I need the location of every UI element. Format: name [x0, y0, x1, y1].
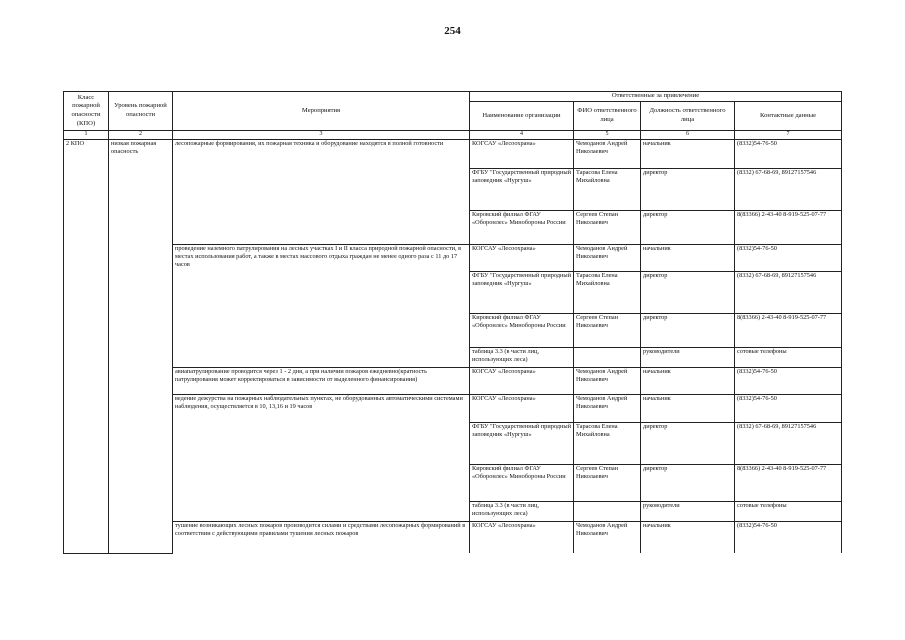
- measure-cell: проведение наземного патрулирования на лесных участках I и II класса природной пожарной опасности, в местах использования работ, а также в местах массового отдыха граждан не менее одного раза с 11 до 17 часов: [173, 244, 470, 367]
- contacts-cell: (8332)54-76-50: [735, 394, 842, 422]
- fio-cell: Сергеев Степан Николаевич: [574, 210, 641, 244]
- column-number: 4: [470, 131, 574, 140]
- header-level: Уровень пожарной опасности: [109, 92, 173, 131]
- fio-cell: Чемоданов Андрей Николаевич: [574, 244, 641, 271]
- position-cell: директор: [641, 168, 735, 210]
- org-cell: КОГСАУ «Лесоохрана»: [470, 139, 574, 168]
- org-cell: Кировский филиал ФГАУ «Оборонлес» Минобороны России: [470, 464, 574, 501]
- header-position: Должность ответственного лица: [641, 102, 735, 131]
- fio-cell: Тарасова Елена Михайловна: [574, 168, 641, 210]
- org-cell: ФГБУ "Государственный природный заповедник «Нургуш»: [470, 422, 574, 464]
- position-cell: начальник: [641, 394, 735, 422]
- org-cell: КОГСАУ «Лесоохрана»: [470, 521, 574, 553]
- contacts-cell: 8(83366) 2-43-40 8-919-525-07-77: [735, 210, 842, 244]
- org-cell: КОГСАУ «Лесоохрана»: [470, 367, 574, 394]
- table-row: [64, 521, 842, 553]
- contacts-cell: (8332) 67-68-69, 89127157546: [735, 271, 842, 313]
- measure-cell: авиапатрулирование проводится через 1 - 2 дня, а при наличии пожаров ежедневно(кратность патрулирования может корректироваться в зависимости от выделенного финансирования): [173, 367, 470, 394]
- fio-cell: Чемоданов Андрей Николаевич: [574, 139, 641, 168]
- header-row-top: [64, 92, 842, 102]
- page-number: 254: [444, 25, 461, 37]
- column-number-row: [64, 131, 842, 140]
- org-cell: КОГСАУ «Лесоохрана»: [470, 244, 574, 271]
- fio-cell: Сергеев Степан Николаевич: [574, 464, 641, 501]
- fio-cell: Тарасова Елена Михайловна: [574, 422, 641, 464]
- fio-cell: Чемоданов Андрей Николаевич: [574, 394, 641, 422]
- header-contacts: Контактные данные: [735, 102, 842, 131]
- position-cell: начальник: [641, 367, 735, 394]
- fio-cell: Сергеев Степан Николаевич: [574, 313, 641, 347]
- contacts-cell: (8332)54-76-50: [735, 521, 842, 553]
- org-cell: таблица 3.3 (в части лиц, использующих леса): [470, 347, 574, 367]
- column-number: 1: [64, 131, 109, 140]
- header-class: Класс пожарной опасности (КПО): [64, 92, 109, 131]
- header-measures: Мероприятия: [173, 92, 470, 131]
- fio-cell: [574, 501, 641, 521]
- column-number: 6: [641, 131, 735, 140]
- org-cell: Кировский филиал ФГАУ «Оборонлес» Минобороны России: [470, 313, 574, 347]
- contacts-cell: (8332) 67-68-69, 89127157546: [735, 422, 842, 464]
- org-cell: Кировский филиал ФГАУ «Оборонлес» Минобороны России: [470, 210, 574, 244]
- table-row: [64, 139, 842, 168]
- header-fio: ФИО ответственного лица: [574, 102, 641, 131]
- fio-cell: Чемоданов Андрей Николаевич: [574, 367, 641, 394]
- contacts-cell: сотовые телефоны: [735, 501, 842, 521]
- contacts-cell: сотовые телефоны: [735, 347, 842, 367]
- column-number: 2: [109, 131, 173, 140]
- measure-cell: тушение возникающих лесных пожаров производится силами и средствами лесопожарных формирований в соответствии с действующими правилами тушения лесных пожаров: [173, 521, 470, 553]
- column-number: 3: [173, 131, 470, 140]
- level-cell: низкая пожарная опасность: [109, 139, 173, 553]
- contacts-cell: (8332)54-76-50: [735, 244, 842, 271]
- contacts-cell: (8332)54-76-50: [735, 367, 842, 394]
- position-cell: руководители: [641, 501, 735, 521]
- table-row: [64, 367, 842, 394]
- position-cell: директор: [641, 313, 735, 347]
- contacts-cell: (8332) 67-68-69, 89127157546: [735, 168, 842, 210]
- column-number: 7: [735, 131, 842, 140]
- position-cell: директор: [641, 210, 735, 244]
- header-responsible: Ответственные за привлечение: [470, 92, 842, 102]
- position-cell: директор: [641, 464, 735, 501]
- position-cell: начальник: [641, 521, 735, 553]
- org-cell: ФГБУ "Государственный природный заповедник «Нургуш»: [470, 271, 574, 313]
- class-cell: 2 КПО: [64, 139, 109, 553]
- position-cell: начальник: [641, 139, 735, 168]
- position-cell: директор: [641, 271, 735, 313]
- contacts-cell: 8(83366) 2-43-40 8-919-525-07-77: [735, 464, 842, 501]
- fio-cell: [574, 347, 641, 367]
- position-cell: руководители: [641, 347, 735, 367]
- org-cell: таблица 3.3 (в части лиц, использующих леса): [470, 501, 574, 521]
- column-number: 5: [574, 131, 641, 140]
- fio-cell: Чемоданов Андрей Николаевич: [574, 521, 641, 553]
- contacts-cell: 8(83366) 2-43-40 8-919-525-07-77: [735, 313, 842, 347]
- org-cell: ФГБУ "Государственный природный заповедник «Нургуш»: [470, 168, 574, 210]
- contacts-cell: (8332)54-76-50: [735, 139, 842, 168]
- fio-cell: Тарасова Елена Михайловна: [574, 271, 641, 313]
- table-row: [64, 244, 842, 271]
- measure-cell: ведение дежурства на пожарных наблюдательных пунктах, не оборудованных автоматическими системами наблюдения, осуществляется в 10, 13,16 и 19 часов: [173, 394, 470, 521]
- org-cell: КОГСАУ «Лесоохрана»: [470, 394, 574, 422]
- header-org: Наименование организации: [470, 102, 574, 131]
- fire-danger-measures-table: [63, 91, 842, 554]
- position-cell: директор: [641, 422, 735, 464]
- position-cell: начальник: [641, 244, 735, 271]
- table-row: [64, 394, 842, 422]
- measure-cell: лесопожарные формирования, их пожарная техника и оборудование находятся в полной готовности: [173, 139, 470, 244]
